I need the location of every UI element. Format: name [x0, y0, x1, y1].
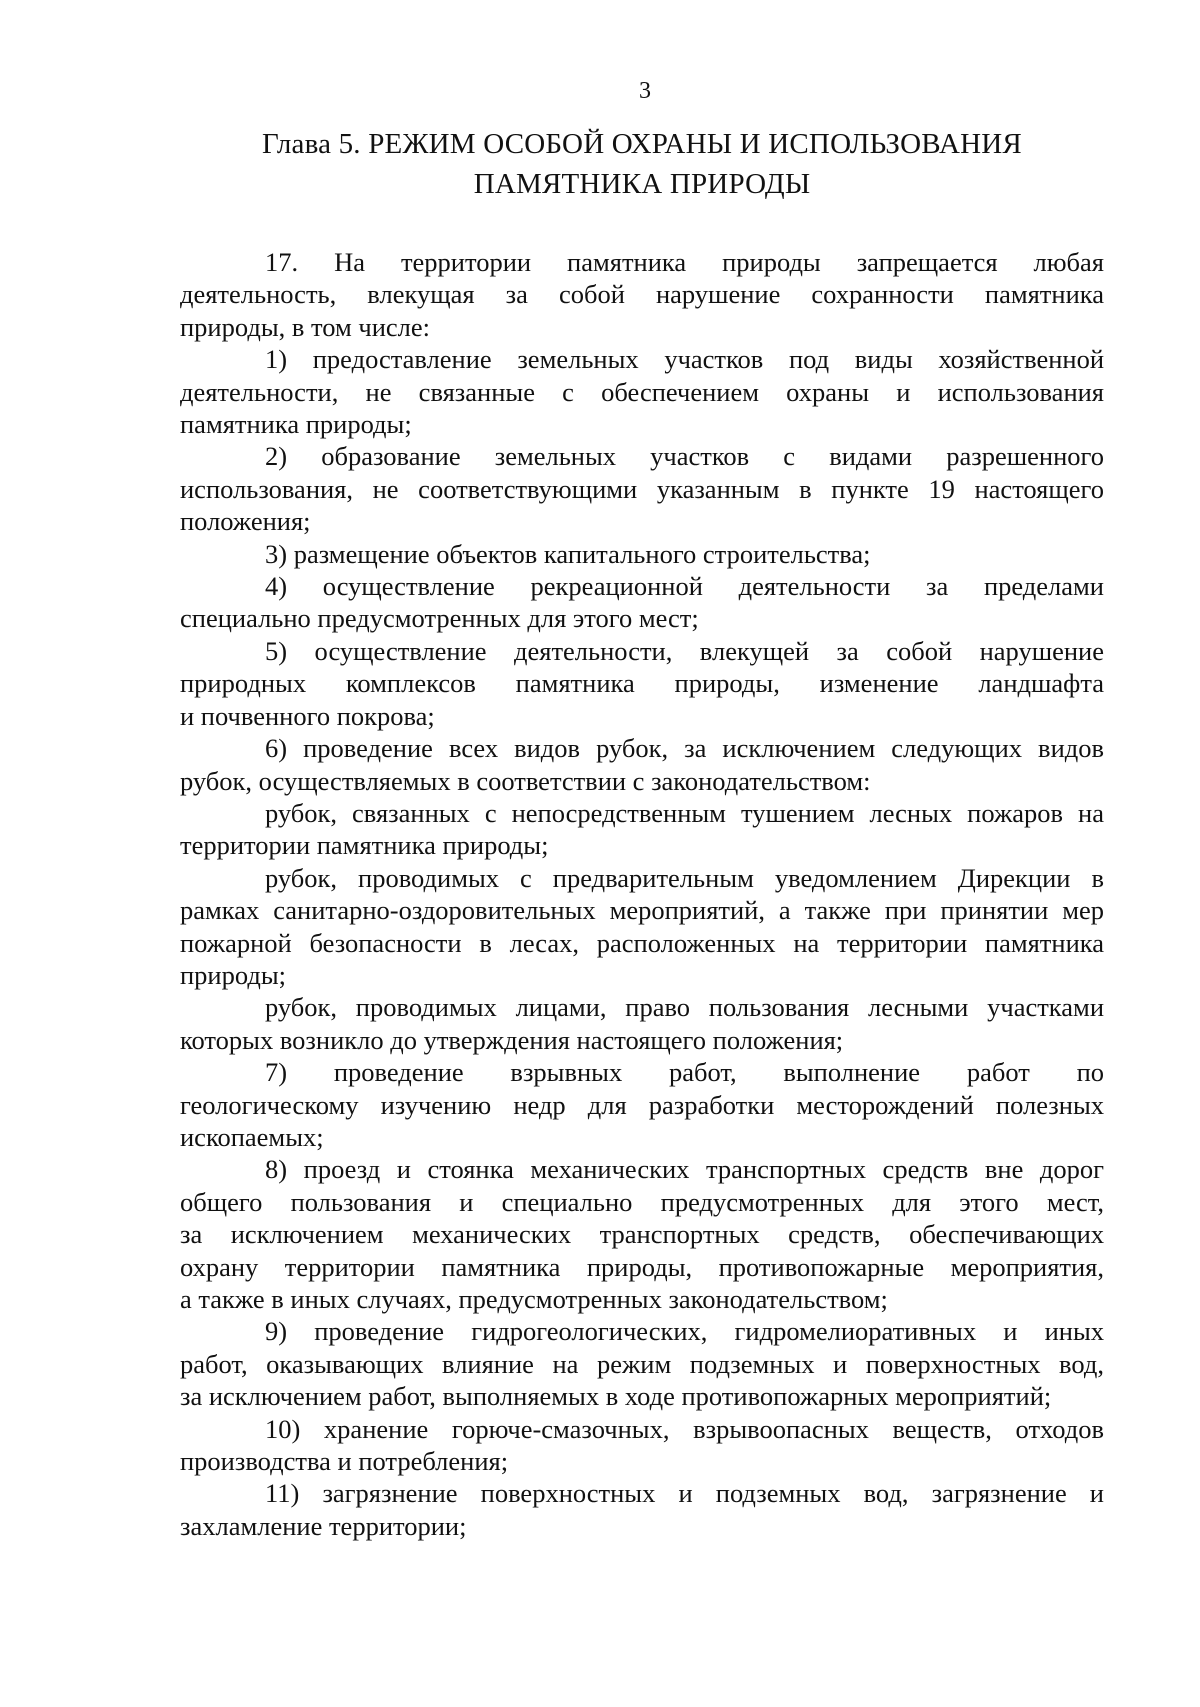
- paragraph: [180, 538, 1104, 570]
- paragraph: [180, 991, 1104, 1056]
- paragraph-line: 4) осуществление рекреационной деятельности за пределами: [265, 571, 1104, 602]
- paragraph: [180, 862, 1104, 992]
- paragraph-line: 3) размещение объектов капитального строительства;: [265, 538, 871, 569]
- paragraph: [180, 246, 1104, 343]
- paragraph: [180, 635, 1104, 732]
- paragraph: [180, 1056, 1104, 1153]
- paragraph-line: 9) проведение гидрогеологических, гидромелиоративных и иных: [265, 1316, 1104, 1347]
- paragraph-line: 11) загрязнение поверхностных и подземных вод, загрязнение и: [265, 1478, 1104, 1509]
- paragraph: [180, 570, 1104, 635]
- paragraph-line: деятельности, не связанные с обеспечением охраны и использования: [180, 376, 1104, 407]
- paragraph-line: 10) хранение горюче-смазочных, взрывоопасных веществ, отходов: [265, 1413, 1104, 1444]
- paragraph-line: природы;: [180, 959, 286, 990]
- paragraph: [180, 797, 1104, 862]
- paragraph: [180, 1315, 1104, 1412]
- paragraph-line: геологическому изучению недр для разработки месторождений полезных: [180, 1089, 1104, 1120]
- paragraph-line: 17. На территории памятника природы запрещается любая: [265, 247, 1104, 277]
- paragraph-line: памятника природы;: [180, 409, 412, 440]
- paragraph-line: 1) предоставление земельных участков под виды хозяйственной: [265, 344, 1104, 375]
- paragraph-line: 6) проведение всех видов рубок, за исключением следующих видов: [265, 733, 1104, 764]
- paragraph-line: производства и потребления;: [180, 1446, 509, 1477]
- paragraph: [180, 1153, 1104, 1315]
- paragraph-line: положения;: [180, 506, 311, 537]
- paragraph-line: специально предусмотренных для этого мест;: [180, 603, 699, 634]
- paragraph-line: деятельность, влекущая за собой нарушение сохранности памятника: [180, 279, 1104, 310]
- paragraph-line: за исключением механических транспортных средств, обеспечивающих: [180, 1219, 1104, 1250]
- paragraph-line: 2) образование земельных участков с видами разрешенного: [265, 441, 1104, 472]
- paragraph-line: природных комплексов памятника природы, изменение ландшафта: [180, 668, 1104, 699]
- paragraph-line: рубок, проводимых лицами, право пользования лесными участками: [265, 992, 1104, 1023]
- chapter-title: [180, 124, 1104, 204]
- paragraph-line: рубок, осуществляемых в соответствии с законодательством:: [180, 765, 871, 796]
- chapter-title-line-2: ПАМЯТНИКА ПРИРОДЫ: [473, 168, 811, 200]
- paragraph: [180, 440, 1104, 537]
- paragraph-line: 5) осуществление деятельности, влекущей за собой нарушение: [265, 635, 1104, 666]
- paragraph: [180, 1477, 1104, 1542]
- paragraph: [180, 343, 1104, 440]
- paragraph-line: за исключением работ, выполняемых в ходе противопожарных мероприятий;: [180, 1381, 1052, 1412]
- paragraph-line: ископаемых;: [180, 1121, 324, 1152]
- paragraph-line: 7) проведение взрывных работ, выполнение работ по: [265, 1057, 1104, 1088]
- paragraph-line: общего пользования и специально предусмотренных для этого мест,: [180, 1186, 1104, 1217]
- document-body: [180, 246, 1104, 1542]
- paragraph-line: использования, не соответствующими указанным в пункте 19 настоящего: [180, 473, 1104, 504]
- paragraph-line: работ, оказывающих влияние на режим подземных и поверхностных вод,: [180, 1348, 1104, 1379]
- paragraph-line: захламление территории;: [180, 1510, 467, 1541]
- paragraph: [180, 732, 1104, 797]
- paragraph-line: 8) проезд и стоянка механических транспортных средств вне дорог: [265, 1154, 1104, 1185]
- paragraph: [180, 1413, 1104, 1478]
- chapter-title-line-1: Глава 5. РЕЖИМ ОСОБОЙ ОХРАНЫ И ИСПОЛЬЗОВАНИЯ: [262, 128, 1022, 160]
- paragraph-line: и почвенного покрова;: [180, 700, 435, 731]
- paragraph-line: охрану территории памятника природы, противопожарные мероприятия,: [180, 1251, 1104, 1282]
- paragraph-line: рубок, проводимых с предварительным уведомлением Дирекции в: [265, 862, 1104, 893]
- paragraph-line: которых возникло до утверждения настоящего положения;: [180, 1024, 844, 1055]
- paragraph-line: а также в иных случаях, предусмотренных законодательством;: [180, 1284, 888, 1314]
- paragraph-line: пожарной безопасности в лесах, расположенных на территории памятника: [180, 927, 1104, 958]
- paragraph-line: территории памятника природы;: [180, 830, 549, 861]
- paragraph-line: природы, в том числе:: [180, 311, 431, 342]
- paragraph-line: рамках санитарно-оздоровительных мероприятий, а также при принятии мер: [180, 895, 1104, 926]
- page-number: 3: [639, 78, 651, 104]
- paragraph-line: рубок, связанных с непосредственным тушением лесных пожаров на: [265, 797, 1104, 828]
